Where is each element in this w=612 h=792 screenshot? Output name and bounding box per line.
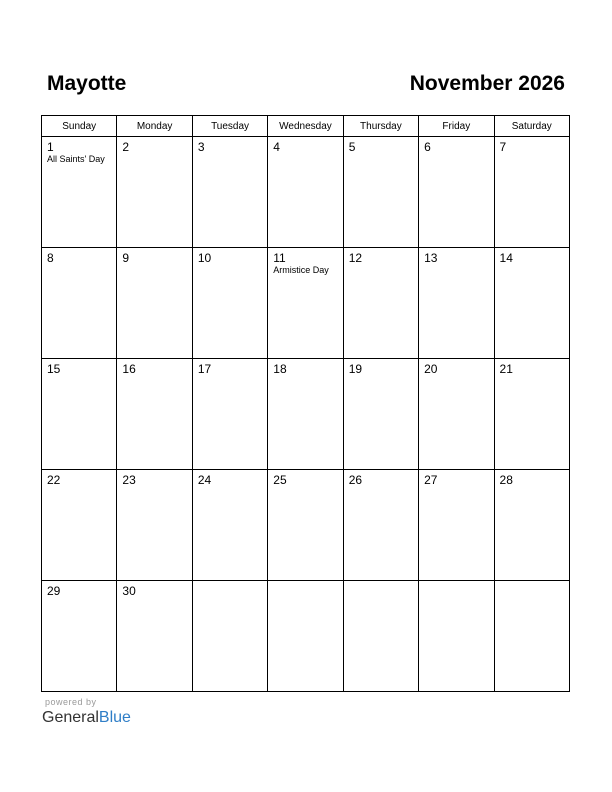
calendar-day-cell <box>268 137 343 248</box>
weekday-header-wednesday: Wednesday <box>268 116 343 137</box>
calendar-day-cell <box>419 359 494 470</box>
country-title: Mayotte <box>47 72 127 95</box>
calendar-day-cell <box>494 359 569 470</box>
calendar-day-cell <box>42 137 117 248</box>
calendar-day-cell <box>419 470 494 581</box>
calendar-day-cell <box>419 248 494 359</box>
day-number: 13 <box>424 251 438 265</box>
month-year-title: November 2026 <box>409 72 565 95</box>
day-number: 19 <box>348 362 363 376</box>
calendar-day-cell <box>117 470 192 581</box>
calendar-day-cell <box>192 248 267 359</box>
weekday-header-sunday: Sunday <box>42 116 117 137</box>
calendar-day-cell <box>192 581 267 692</box>
brand-blue-text: Blue <box>98 709 131 726</box>
day-number <box>193 581 267 584</box>
calendar-day-cell <box>419 137 494 248</box>
day-number: 15 <box>47 362 61 376</box>
brand-logo[interactable] <box>42 708 131 728</box>
brand-general-text: General <box>42 709 99 726</box>
day-number: 11 <box>273 251 286 265</box>
calendar-day-cell <box>494 137 569 248</box>
day-number: 14 <box>499 251 513 265</box>
day-number: 22 <box>47 473 61 487</box>
day-number: 10 <box>197 251 212 265</box>
calendar-week-row <box>42 248 570 359</box>
day-number: 4 <box>273 140 280 154</box>
day-number <box>268 581 342 584</box>
weekday-header-tuesday: Tuesday <box>192 116 267 137</box>
weekday-header-saturday: Saturday <box>494 116 569 137</box>
day-number: 6 <box>424 140 431 154</box>
calendar-grid <box>41 115 570 692</box>
calendar-day-cell <box>343 470 418 581</box>
day-number: 28 <box>499 473 513 487</box>
calendar-day-cell <box>343 137 418 248</box>
calendar-day-cell <box>192 137 267 248</box>
day-number: 12 <box>348 251 363 265</box>
day-number: 26 <box>348 473 363 487</box>
day-number <box>419 581 493 584</box>
calendar-day-cell <box>343 359 418 470</box>
calendar-day-cell <box>268 359 343 470</box>
powered-by-label: powered by <box>45 697 97 707</box>
calendar-day-cell <box>343 248 418 359</box>
day-number: 5 <box>348 140 356 154</box>
calendar-week-row <box>42 359 570 470</box>
calendar-day-cell <box>343 581 418 692</box>
calendar-day-cell <box>117 581 192 692</box>
calendar-day-cell <box>42 581 117 692</box>
day-number: 1 <box>47 140 54 154</box>
holiday-label: All Saints' Day <box>47 154 105 164</box>
weekday-header-thursday: Thursday <box>343 116 418 137</box>
calendar-day-cell <box>494 470 569 581</box>
day-number: 17 <box>197 362 212 376</box>
calendar-day-cell <box>192 359 267 470</box>
calendar-week-row <box>42 581 570 692</box>
calendar-day-cell <box>42 470 117 581</box>
day-number: 7 <box>499 140 507 154</box>
weekday-header-row <box>42 116 570 137</box>
calendar-day-cell <box>268 581 343 692</box>
day-number: 9 <box>122 251 130 265</box>
calendar-day-cell <box>42 359 117 470</box>
calendar-day-cell <box>268 470 343 581</box>
day-number: 18 <box>273 362 287 376</box>
day-number <box>344 581 418 584</box>
calendar-day-cell <box>192 470 267 581</box>
holiday-label: Armistice Day <box>273 265 329 275</box>
calendar-day-cell <box>42 248 117 359</box>
day-number: 25 <box>273 473 287 487</box>
day-number: 29 <box>47 584 61 598</box>
day-number: 30 <box>122 584 136 598</box>
day-number: 3 <box>197 140 205 154</box>
day-number: 23 <box>122 473 136 487</box>
day-number: 21 <box>499 362 513 376</box>
day-number: 24 <box>197 473 212 487</box>
day-number: 8 <box>47 251 54 265</box>
weekday-header-monday: Monday <box>117 116 192 137</box>
calendar-week-row <box>42 137 570 248</box>
day-number: 2 <box>122 140 130 154</box>
day-number: 20 <box>424 362 438 376</box>
day-number <box>495 581 569 584</box>
weekday-header-friday: Friday <box>419 116 494 137</box>
calendar-day-cell <box>117 137 192 248</box>
calendar-week-row <box>42 470 570 581</box>
calendar-day-cell <box>494 248 569 359</box>
calendar-day-cell <box>117 359 192 470</box>
calendar-day-cell <box>268 248 343 359</box>
day-number: 16 <box>122 362 136 376</box>
calendar-day-cell <box>419 581 494 692</box>
calendar-day-cell <box>117 248 192 359</box>
calendar-day-cell <box>494 581 569 692</box>
day-number: 27 <box>424 473 438 487</box>
